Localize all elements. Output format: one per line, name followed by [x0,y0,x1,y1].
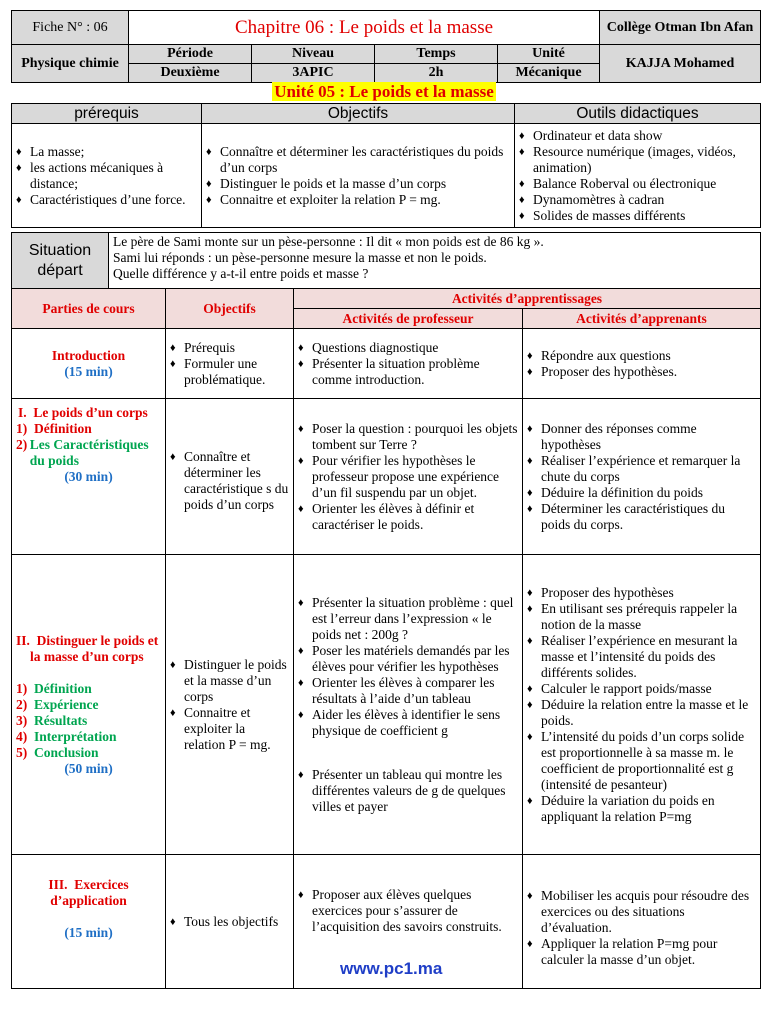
part3-time: (15 min) [64,925,113,940]
apprenant-item: ♦ Proposer des hypothèses [527,585,756,601]
outil-item: ♦ Dynamomètres à cadran [519,192,756,208]
situation-label: Situation départ [12,233,109,289]
part1-apprenants [523,399,761,555]
teacher-name: KAJJA Mohamed [600,45,761,83]
prof-item: ♦ Questions diagnostique [298,340,518,356]
item-text: Résultats [34,712,88,728]
apprenant-item: ♦ Mobiliser les acquis pour résoudre des exercices ou des situations d’évaluation. [527,888,756,936]
part2-time: (50 min) [64,760,113,776]
part2 [12,555,166,855]
header-apprenants: Activités d’apprenants [523,309,761,329]
col-value-periode: Deuxième [129,64,252,83]
item-text: Définition [34,680,92,696]
header-prerequis: prérequis [12,104,202,124]
apprenant-item: ♦ L’intensité du poids d’un corps solide est proportionnelle à sa masse m. le coefficient de proportionnalité est g (intensité de pesanteur) [527,729,756,793]
prof-item: ♦ Orienter les élèves à définir et caractériser le poids. [298,501,518,533]
col-value-unite: Mécanique [498,64,600,83]
intro-time: (15 min) [64,363,113,379]
header-outils: Outils didactiques [515,104,761,124]
part1-title-text: Le poids d’un corps [33,405,148,420]
apprenant-item: ♦ Appliquer la relation P=mg pour calculer la masse d’un objet. [527,936,756,968]
col-value-niveau: 3APIC [252,64,375,83]
col-label-periode: Période [129,45,252,64]
part1 [12,399,166,555]
objectifs-cell [202,124,515,228]
header-prof: Activités de professeur [294,309,523,329]
col-label-niveau: Niveau [252,45,375,64]
part2-title-text: Distinguer le poids et la masse d’un corps [30,632,159,664]
item-text: Les Caractéristiques du poids [29,437,149,468]
prof-item: ♦ Orienter les élèves à comparer les résultats à l’aide d’un tableau [298,675,518,707]
item-num: 5) [16,744,28,760]
objectif-item: ♦ Connaitre et exploiter la relation P = mg. [170,705,289,753]
prof-item: ♦ Présenter un tableau qui montre les différentes valeurs de g de quelques villes et payer [298,767,518,815]
objectif-item: ♦ Connaitre et exploiter la relation P = mg. [206,192,510,208]
apprenant-item: ♦ Calculer le rapport poids/masse [527,681,756,697]
part1-objectifs [166,399,294,555]
apprenant-item: ♦ Déduire la définition du poids [527,485,756,501]
intro-prof [294,329,523,399]
header-plan-objectifs: Objectifs [166,289,294,329]
apprenant-item: ♦ En utilisant ses prérequis rappeler la notion de la masse [527,601,756,633]
situation-table [11,232,761,289]
part1-prof [294,399,523,555]
item-text: Interprétation [34,728,117,744]
chapter-title: Chapitre 06 : Le poids et la masse [129,11,600,45]
prerequis-item: ♦ les actions mécaniques à distance; [16,160,197,192]
part2-num: II. [16,632,30,648]
part2-item [16,745,161,761]
part2-title [16,633,161,665]
col-label-unite: Unité [498,45,600,64]
objectif-item: ♦ Tous les objectifs [170,914,289,930]
prof-item: ♦ Présenter la situation problème comme introduction. [298,356,518,388]
situation-line: Le père de Sami monte sur un pèse-personne : Il dit « mon poids est de 86 kg ». [113,234,544,249]
item-num: 3) [16,712,28,728]
prerequis-item: ♦ La masse; [16,144,197,160]
apprenant-item: ♦ Déduire la relation entre la masse et le poids. [527,697,756,729]
apprenant-item: ♦ Donner des réponses comme hypothèses [527,421,756,453]
prof-item: ♦ Poser les matériels demandés par les élèves pour vérifier les hypothèses [298,643,518,675]
apprenant-item: ♦ Déterminer les caractéristiques du poids du corps. [527,501,756,533]
part1-item [16,421,161,437]
part3 [12,855,166,989]
part3-title-text: Exercices d’application [50,877,129,908]
part1-title [16,405,161,421]
outil-item: ♦ Balance Roberval ou électronique [519,176,756,192]
school-name: Collège Otman Ibn Afan [600,11,761,45]
prof-item: ♦ Proposer aux élèves quelques exercices pour s’assurer de l’acquisition des savoirs construits. [298,887,518,935]
apprenant-item: ♦ Réaliser l’expérience et remarquer la chute du corps [527,453,756,485]
part2-item [16,713,161,729]
item-num: 1) [16,680,28,696]
part1-time: (30 min) [64,469,113,484]
col-value-temps: 2h [375,64,498,83]
prof-item: ♦ Poser la question : pourquoi les objets tombent sur Terre ? [298,421,518,453]
header-table [11,10,761,83]
intro-objectifs [166,329,294,399]
prereq-table [11,103,761,228]
part2-prof [294,555,523,855]
part3-apprenants [523,855,761,989]
objectif-item: ♦ Prérequis [170,340,289,356]
item-num: 4) [16,728,28,744]
situation-line: Quelle différence y a-t-il entre poids et masse ? [113,266,369,281]
outil-item: ♦ Ordinateur et data show [519,128,756,144]
part2-apprenants [523,555,761,855]
subject: Physique chimie [12,45,129,83]
objectif-item: ♦ Connaître et déterminer les caractéristique s du poids d’un corps [170,449,289,513]
part2-objectifs [166,555,294,855]
plan-table [11,288,761,989]
part2-item [16,729,161,745]
outil-item: ♦ Resource numérique (images, vidéos, animation) [519,144,756,176]
apprenant-item: ♦ Répondre aux questions [527,348,756,364]
intro-part [12,329,166,399]
part3-objectifs [166,855,294,989]
prof-item: ♦ Présenter la situation problème : quel est l’erreur dans l’expression « le poids net : 200g ? [298,595,518,643]
intro-title: Introduction [51,347,126,363]
prof-item: ♦ Pour vérifier les hypothèses le professeur propose une expérience d’un fil suspendu par un objet. [298,453,518,501]
apprenant-item: ♦ Déduire la variation du poids en appliquant la relation P=mg [527,793,756,825]
prerequis-cell [12,124,202,228]
apprenant-item: ♦ Réaliser l’expérience en mesurant la masse et l’intensité du poids des différents solides. [527,633,756,681]
col-label-temps: Temps [375,45,498,64]
situation-line: Sami lui réponds : un pèse-personne mesure la masse et non le poids. [113,250,487,265]
part1-num: I. [18,405,27,420]
objectif-item: ♦ Distinguer le poids et la masse d’un corps [206,176,510,192]
situation-text [109,233,761,289]
unit-title: Unité 05 : Le poids et la masse [274,82,494,101]
part1-item [16,437,161,469]
item-text: Définition [34,421,92,436]
header-activites: Activités d’apprentissages [294,289,761,309]
part3-title [16,877,161,909]
apprenant-item: ♦ Proposer des hypothèses. [527,364,756,380]
header-parties: Parties de cours [12,289,166,329]
prerequis-item: ♦ Caractéristiques d’une force. [16,192,197,208]
item-text: Conclusion [34,744,99,760]
part2-item [16,681,161,697]
item-num: 1) [16,421,28,436]
objectif-item: ♦ Connaître et déterminer les caractéristiques du poids d’un corps [206,144,510,176]
unit-title-wrapper [0,82,768,102]
part2-item [16,697,161,713]
header-objectifs: Objectifs [202,104,515,124]
outils-cell [515,124,761,228]
objectif-item: ♦ Formuler une problématique. [170,356,289,388]
fiche-number: Fiche N° : 06 [12,11,129,45]
part3-num: III. [48,877,68,892]
item-text: Expérience [34,696,99,712]
outil-item: ♦ Solides de masses différents [519,208,756,224]
objectif-item: ♦ Distinguer le poids et la masse d’un corps [170,657,289,705]
intro-apprenants [523,329,761,399]
item-num: 2) [16,696,28,712]
prof-item: ♦ Aider les élèves à identifier le sens physique de coefficient g [298,707,518,739]
item-num: 2) [16,437,28,452]
watermark: www.pc1.ma [340,959,443,978]
